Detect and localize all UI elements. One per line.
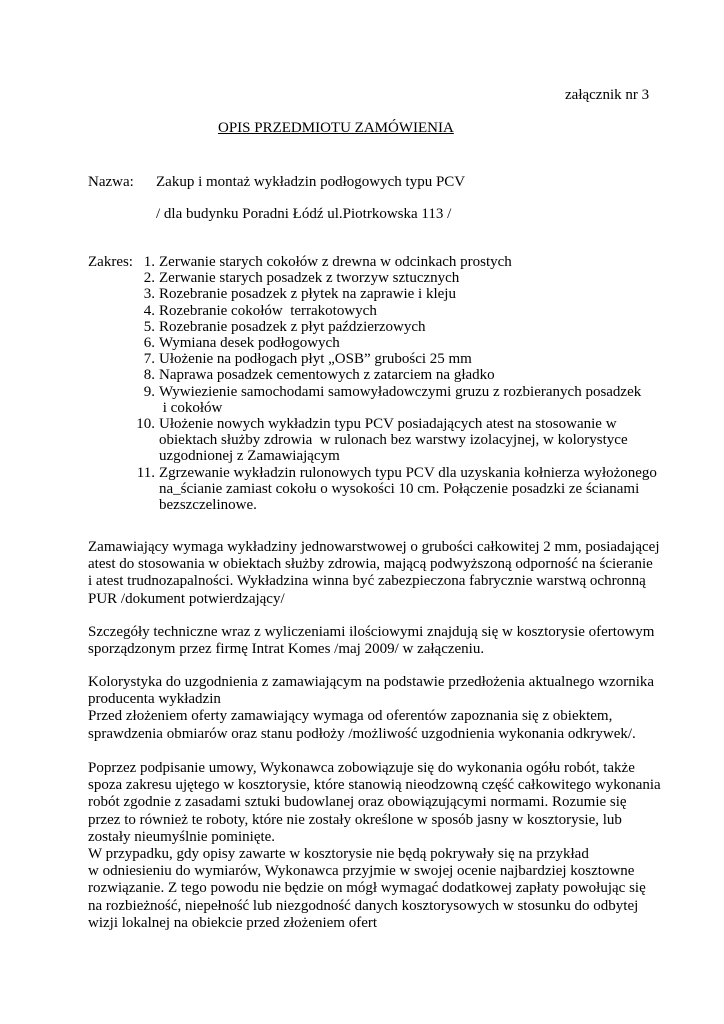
scope-item [128, 254, 688, 270]
paragraph-flooring-requirements [88, 539, 688, 608]
scope-item-text: Zerwanie starych cokołów z drewna w odcinkach prostych [159, 254, 512, 270]
scope-item [128, 400, 688, 416]
paragraph-colour-and-site-visit [88, 674, 688, 743]
scope-item [128, 303, 688, 319]
scope-item-number: 8. [143, 367, 155, 384]
scope-item [128, 270, 688, 286]
scope-item [128, 319, 688, 335]
paragraph-line: przez to również te roboty, które nie zostały określone w sposób jasny w kosztorysie, lub [88, 811, 622, 828]
scope-item-text: Wymiana desek podłogowych [159, 335, 340, 352]
scope-item-number [128, 481, 155, 497]
scope-item [128, 497, 688, 513]
scope-item-number: 3. [143, 286, 155, 303]
scope-item-number: 9. [143, 383, 155, 400]
scope-item [128, 351, 688, 367]
scope-item-number: 11. [136, 464, 155, 481]
scope-item-text: i cokołów [159, 399, 223, 416]
paragraph-contractor-obligations [88, 760, 688, 932]
paragraph-line: i atest trudnozapalności. Wykładzina winna być zabezpieczona fabrycznie warstwą ochronną [88, 573, 646, 590]
paragraph-line: Kolorystyka do uzgodnienia z zamawiającym na podstawie przedłożenia aktualnego wzornika [88, 674, 655, 690]
scope-item-number: 10. [136, 416, 155, 433]
scope-item-number: 4. [143, 302, 155, 319]
paragraph-line: w odniesieniu do wymiarów, Wykonawca przyjmie w swojej ocenie najbardziej kosztowne [88, 863, 635, 880]
scope-item-text: Wywiezienie samochodami samowyładowczymi gruzu z rozbieranych posadzek [159, 383, 642, 400]
scope-item-number: 2. [143, 270, 155, 287]
paragraph-line: atest do stosowania w obiektach służby zdrowia, mającą podwyższoną odporność na ścieranie [88, 556, 653, 573]
paragraph-line: Przed złożeniem oferty zamawiający wymaga od oferentów zapoznania się z obiektem, [88, 708, 613, 725]
paragraph-line: W przypadku, gdy opisy zawarte w kosztorysie nie będą pokrywały się na przykład [88, 846, 589, 863]
paragraph-line: Zamawiający wymaga wykładziny jednowarstwowej o grubości całkowitej 2 mm, posiadającej [88, 539, 660, 555]
scope-item-text: Rozebranie posadzek z płytek na zaprawie i kleju [159, 286, 456, 303]
paragraph-line: sprawdzenia obmiarów oraz stanu podłoży /możliwość uzgodnienia wykonania odkrywek/. [88, 725, 636, 742]
scope-item [128, 367, 688, 383]
scope-item-number: 6. [143, 335, 155, 352]
paragraph-line: spoza zakresu ujętego w kosztorysie, które stanowią nieodzowną część całkowitego wykonania [88, 777, 661, 794]
paragraph-line: wizji lokalnej na obiekcie przed złożeniem ofert [88, 914, 378, 931]
scope-list [128, 254, 688, 513]
annex-label: załącznik nr 3 [565, 87, 650, 103]
paragraph-line: robót zgodnie z zasadami sztuki budowlanej oraz obowiązującymi normami. Rozumie się [88, 794, 627, 811]
scope-item [128, 448, 688, 464]
scope-item [128, 384, 688, 400]
name-label: Nazwa: [88, 174, 134, 190]
scope-item-text: Ułożenie na podłogach płyt „OSB” grubości 25 mm [159, 351, 472, 368]
scope-item-text: Ułożenie nowych wykładzin typu PCV posiadających atest na stosowanie w [159, 416, 617, 433]
scope-item-text: Zgrzewanie wykładzin rulonowych typu PCV dla uzyskania kołnierza wyłożonego [159, 464, 657, 481]
scope-item-text: bezszczelinowe. [159, 497, 257, 514]
scope-item [128, 335, 688, 351]
scope-item [128, 416, 688, 432]
document-title: OPIS PRZEDMIOTU ZAMÓWIENIA [218, 120, 454, 136]
paragraph-line: na rozbieżność, niepełność lub niezgodność danych kosztorysowych w stosunku do odbytej [88, 897, 639, 914]
scope-label: Zakres: [88, 254, 133, 270]
paragraph-line: Poprzez podpisanie umowy, Wykonawca zobowiązuje się do wykonania ogółu robót, także [88, 760, 635, 776]
paragraph-line: producenta wykładzin [88, 691, 221, 708]
scope-item-text: Naprawa posadzek cementowych z zatarciem na gładko [159, 367, 495, 384]
scope-item-number: 1. [143, 254, 155, 270]
scope-item-text: obiektach służby zdrowia w rulonach bez warstwy izolacyjnej, w kolorystyce [159, 432, 628, 449]
scope-item-number: 7. [143, 351, 155, 368]
scope-item [128, 465, 688, 481]
scope-item-text: Zerwanie starych posadzek z tworzyw sztucznych [159, 270, 460, 287]
scope-item-text: Rozebranie cokołów terrakotowych [159, 302, 377, 319]
scope-item-number [128, 400, 155, 416]
paragraph-line: zostały nieumyślnie pominięte. [88, 828, 276, 845]
paragraph-technical-details [88, 624, 688, 658]
scope-item-number [128, 432, 155, 448]
paragraph-line: sporządzonym przez firmę Intrat Komes /maj 2009/ w załączeniu. [88, 641, 485, 658]
paragraph-line: Szczegóły techniczne wraz z wyliczeniami ilościowymi znajdują się w kosztorysie ofertowym [88, 624, 655, 640]
scope-item-number [128, 497, 155, 513]
scope-item [128, 481, 688, 497]
scope-item [128, 286, 688, 302]
scope-item [128, 432, 688, 448]
scope-item-text: na_ścianie zamiast cokołu o wysokości 10 cm. Połączenie posadzki ze ścianami [159, 480, 640, 497]
scope-item-text: uzgodnionej z Zamawiającym [159, 448, 340, 465]
paragraph-line: rozwiązanie. Z tego powodu nie będzie on mógł wymagać dodatkowej zapłaty powołując się [88, 880, 646, 897]
scope-item-text: Rozebranie posadzek z płyt paździerzowych [159, 318, 426, 335]
scope-item-number: 5. [143, 318, 155, 335]
scope-item-number [128, 448, 155, 464]
name-value-line-2: / dla budynku Poradni Łódź ul.Piotrkowska 113 / [156, 206, 452, 222]
paragraph-line: PUR /dokument potwierdzający/ [88, 590, 285, 607]
name-value-line-1: Zakup i montaż wykładzin podłogowych typu PCV [156, 174, 466, 190]
